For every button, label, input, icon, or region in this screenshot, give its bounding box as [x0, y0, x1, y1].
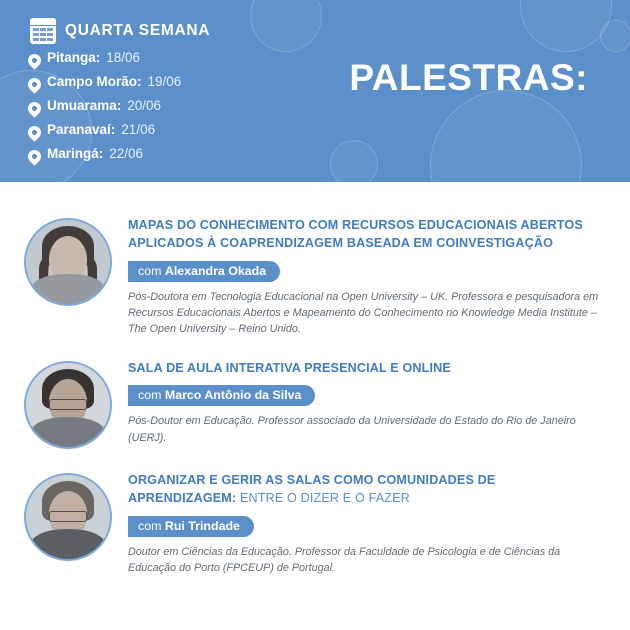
city-date: 19/06 [147, 74, 182, 89]
speaker-name: Marco Antônio da Silva [164, 388, 302, 403]
talk-body [128, 214, 606, 337]
talk-body [128, 357, 606, 446]
city-date: 22/06 [109, 146, 144, 161]
talk-item [0, 453, 630, 580]
city-name: Paranavaí: [47, 122, 116, 137]
speaker-bar [128, 385, 315, 406]
list-item [28, 98, 181, 122]
decorative-circle [250, 0, 322, 52]
list-item [28, 146, 181, 170]
speaker-prefix: com [138, 388, 162, 403]
location-pin-icon [28, 126, 41, 142]
speaker-bar [128, 261, 280, 282]
list-item [28, 50, 181, 74]
speaker-prefix: com [138, 263, 162, 278]
talk-description: Pós-Doutor em Educação. Professor associado da Universidade do Estado do Rio de Janeiro (UERJ). [128, 415, 576, 444]
location-pin-icon [28, 54, 41, 70]
speaker-prefix: com [138, 518, 162, 533]
talk-description: Pós-Doutora em Tecnologia Educacional na Open University – UK. Professora e pesquisadora em Recursos Educacionais Abertos e Mapeamento do Conhecimento no Knowledge Media Institute – The Open University – Reino Unido. [128, 290, 599, 335]
speaker-photo [26, 475, 110, 559]
city-name: Campo Morão: [47, 74, 142, 89]
location-pin-icon [28, 78, 41, 94]
poster-header [0, 0, 630, 182]
location-pin-icon [28, 150, 41, 166]
city-date: 21/06 [121, 122, 156, 137]
city-name: Pitanga: [47, 50, 101, 65]
talk-description: Doutor em Ciências da Educação. Professor da Faculdade de Psicologia e de Ciências da Educação do Porto (FPCEUP) de Portugal. [128, 545, 561, 574]
talk-title: MAPAS DO CONHECIMENTO COM RECURSOS EDUCACIONAIS ABERTOS APLICADOS À COAPRENDIZAGEM BASEADA EM COINVESTIGAÇÃO [128, 218, 583, 251]
list-item [28, 122, 181, 146]
speaker-name: Rui Trindade [164, 518, 240, 533]
list-item [28, 74, 181, 98]
city-date: 20/06 [127, 98, 162, 113]
page-title: PALESTRAS: [349, 57, 588, 98]
avatar [24, 473, 112, 561]
city-date-list [28, 50, 181, 170]
decorative-circle [520, 0, 612, 52]
speaker-name: Alexandra Okada [164, 263, 267, 278]
talk-title: SALA DE AULA INTERATIVA PRESENCIAL E ONLINE [128, 361, 451, 376]
location-pin-icon [28, 102, 41, 118]
talk-item [0, 341, 630, 453]
talk-title: ORGANIZAR E GERIR AS SALAS COMO COMUNIDADES DE APRENDIZAGEM: ENTRE O DIZER E O FAZER [128, 473, 496, 506]
talk-body [128, 469, 606, 576]
week-badge [30, 18, 210, 44]
speaker-photo [26, 220, 110, 304]
avatar [24, 361, 112, 449]
speaker-photo [26, 363, 110, 447]
calendar-icon [30, 18, 56, 44]
speaker-bar [128, 516, 254, 537]
decorative-circle [430, 90, 582, 182]
week-label: QUARTA SEMANA [65, 22, 211, 39]
city-name: Maringá: [47, 146, 104, 161]
city-date: 18/06 [106, 50, 141, 65]
avatar [24, 218, 112, 306]
decorative-circle [330, 140, 378, 182]
city-name: Umuarama: [47, 98, 122, 113]
talks-list [0, 182, 630, 580]
talk-item [0, 198, 630, 341]
